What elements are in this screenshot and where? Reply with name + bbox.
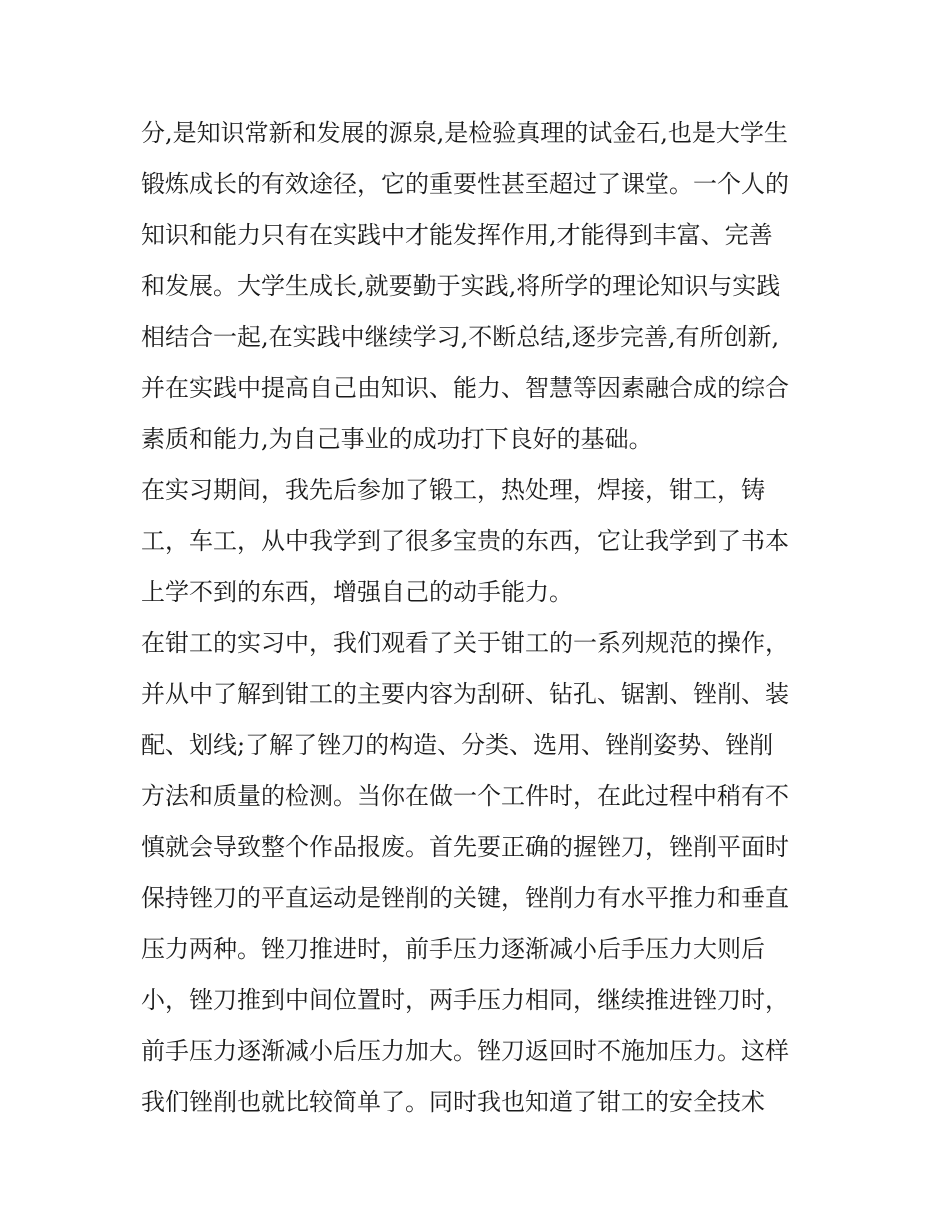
text-line: 工，车工，从中我学到了很多宝贵的东西，它让我学到了书本 [141,527,789,555]
text-line: 小，锉刀推到中间位置时，两手压力相同，继续推进锉刀时， [141,986,789,1014]
text-line: 并在实践中提高自己由知识、能力、智慧等因素融合成的综合 [141,374,789,402]
text-line: 前手压力逐渐减小后压力加大。锉刀返回时不施加压力。这样 [141,1037,789,1065]
text-line: 保持锉刀的平直运动是锉削的关键，锉削力有水平推力和垂直 [141,884,789,912]
text-line: 素质和能力,为自己事业的成功打下良好的基础。 [141,425,653,453]
text-line: 压力两种。锉刀推进时，前手压力逐渐减小后手压力大则后 [141,935,765,963]
text-line: 上学不到的东西，增强自己的动手能力。 [141,578,573,606]
text-line: 锻炼成长的有效途径，它的重要性甚至超过了课堂。一个人的 [141,170,789,198]
body-text [141,108,821,1128]
text-line: 慎就会导致整个作品报废。首先要正确的握锉刀，锉削平面时 [141,833,789,861]
text-line: 我们锉削也就比较简单了。同时我也知道了钳工的安全技术 [141,1088,765,1116]
text-line: 并从中了解到钳工的主要内容为刮研、钻孔、锯割、锉削、装 [141,680,789,708]
text-line: 在钳工的实习中，我们观看了关于钳工的一系列规范的操作， [141,629,789,657]
text-line: 在实习期间，我先后参加了锻工，热处理，焊接，钳工，铸 [141,476,765,504]
text-line: 方法和质量的检测。当你在做一个工件时，在此过程中稍有不 [141,782,789,810]
text-line: 相结合一起,在实践中继续学习,不断总结,逐步完善,有所创新, [141,323,780,351]
text-line: 和发展。大学生成长,就要勤于实践,将所学的理论知识与实践 [141,272,781,300]
text-line: 知识和能力只有在实践中才能发挥作用,才能得到丰富、完善 [141,221,773,249]
text-line: 配、划线;了解了锉刀的构造、分类、选用、锉削姿势、锉削 [141,731,774,759]
text-line: 分,是知识常新和发展的源泉,是检验真理的试金石,也是大学生 [141,119,788,147]
